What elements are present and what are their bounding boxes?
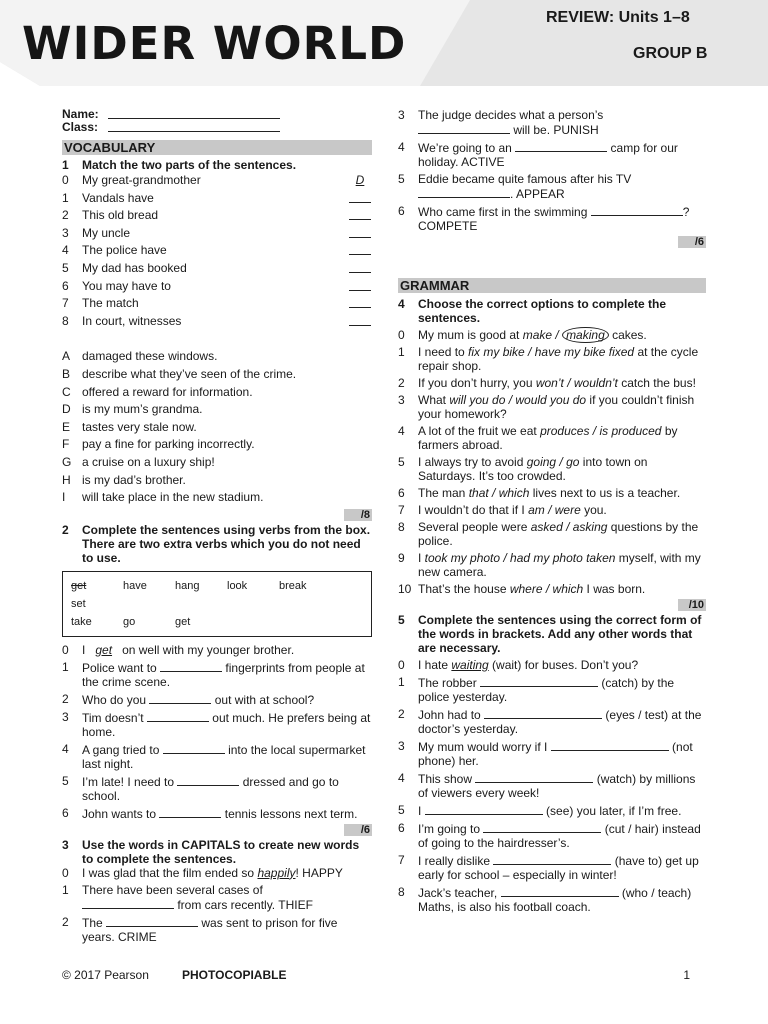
ex3-item-2: 2 The was sent to prison for five years. CRIME	[62, 914, 338, 944]
answer-blank[interactable]	[349, 295, 371, 308]
group-title: GROUP B	[633, 45, 708, 62]
answer-blank[interactable]	[349, 278, 371, 291]
sentence-end: if you couldn’t finish your homework?	[418, 393, 695, 421]
options-choice: took my photo / had my photo taken	[424, 551, 616, 565]
sentence-start: Several people were	[418, 520, 531, 534]
answer-slot[interactable]	[348, 207, 372, 225]
ex1-item-1	[62, 190, 372, 208]
vocabulary-heading: VOCABULARY	[62, 140, 372, 155]
item-number: 0	[62, 173, 69, 187]
item-number: 3	[62, 225, 69, 240]
item-pre: I’m late! I need to	[82, 774, 175, 789]
ex4-item-8	[398, 520, 706, 548]
option-text: offered a reward for information.	[82, 384, 253, 399]
ex2-item-3	[62, 710, 372, 739]
options-choice: am / were	[528, 503, 581, 517]
item-text: This old bread	[82, 208, 159, 223]
answer-blank[interactable]	[349, 313, 371, 326]
sentence-end: at the cycle repair shop.	[418, 345, 699, 373]
item-number: 8	[398, 885, 405, 899]
option-text: damaged these windows.	[82, 349, 218, 364]
item-number: 7	[62, 296, 69, 311]
answer-slot[interactable]	[348, 242, 372, 260]
item-text	[82, 806, 372, 821]
item-text	[418, 376, 706, 390]
option-letter: A	[62, 349, 71, 364]
ex3-item-1: 1 There have been several cases of from cars recently. THIEF	[62, 882, 313, 912]
item-pre: The robber	[418, 676, 477, 690]
ex1-item-4	[62, 242, 372, 260]
item-text: You may have to	[82, 278, 171, 293]
wider-world-logo: WIDER WORLD	[22, 17, 407, 70]
ex1-item-2	[62, 207, 372, 225]
option-text: describe what they’ve seen of the crime.	[82, 366, 297, 381]
ex1-option-B	[62, 366, 372, 384]
answer-blank[interactable]	[475, 771, 593, 783]
item-number: 8	[398, 520, 405, 534]
item-text: The police have	[82, 243, 167, 258]
item-post: (cut / hair) instead of going to the hairdresser’s.	[418, 822, 701, 850]
ex1-option-A	[62, 348, 372, 366]
box-verb: go	[123, 615, 136, 628]
class-line[interactable]	[108, 131, 280, 132]
item-pre: I	[418, 804, 422, 818]
answer-blank[interactable]	[483, 821, 601, 833]
ex1-item-3	[62, 225, 372, 243]
ex4-item-10	[398, 582, 706, 596]
sentence-end: I was born.	[583, 582, 646, 596]
item-pre: A gang tried to	[82, 742, 160, 757]
item-pre: My mum would worry if I	[418, 740, 548, 754]
item-number: 4	[398, 424, 405, 438]
ex3-score: /6	[398, 236, 706, 248]
item-text	[82, 774, 372, 803]
options-choice: will you do / would you do	[449, 393, 587, 407]
item-number: 9	[398, 551, 405, 565]
option-text: pay a fine for parking incorrectly.	[82, 437, 255, 452]
item-number: 7	[398, 853, 405, 867]
item-text	[418, 771, 706, 800]
options-choice: going / go	[526, 455, 580, 469]
ex2-instruction: 2 Complete the sentences using verbs from the box. There are two extra verbs which you do not need to use.	[62, 522, 371, 565]
ex3-item-0: 0 I was glad that the film ended so happily! HAPPY	[62, 865, 343, 880]
options-choice: won’t / wouldn’t	[535, 376, 618, 390]
box-verb: break	[279, 579, 307, 592]
sentence-start: I always try to avoid	[418, 455, 527, 469]
ex1-option-C	[62, 384, 372, 402]
item-text: My uncle	[82, 225, 131, 240]
answer-blank[interactable]	[82, 897, 174, 909]
item-number: 8	[62, 313, 69, 328]
box-verb: look	[227, 579, 248, 592]
option-letter: I	[62, 490, 66, 505]
ex1-option-D	[62, 401, 372, 419]
item-text	[418, 803, 706, 818]
item-post: (have to) get up early for school – especially in winter!	[418, 854, 699, 882]
item-pre: This show	[418, 772, 473, 786]
options-choice: produces / is produced	[540, 424, 662, 438]
box-verb: set	[71, 597, 86, 610]
left-column	[62, 108, 372, 947]
answer-blank[interactable]	[159, 806, 221, 818]
ex5-item-2	[398, 707, 706, 736]
item-post: fingerprints from people at the crime scene.	[82, 660, 365, 689]
item-number: 3	[62, 709, 69, 724]
ex2-score: /6	[62, 824, 372, 836]
item-text	[418, 455, 706, 483]
ex3-item-3: 3 The judge decides what a person’s will be. PUNISH	[398, 108, 604, 137]
ex4-item-0	[398, 328, 706, 342]
item-post: (catch) by the police yesterday.	[418, 676, 675, 704]
ex5-item-3	[398, 739, 706, 768]
ex1-option-E	[62, 419, 372, 437]
sentence-start: What	[418, 393, 450, 407]
photocopiable-label: PHOTOCOPIABLE	[182, 968, 287, 982]
item-pre: John wants to	[82, 806, 157, 821]
item-post: into the local supermarket last night.	[82, 742, 366, 771]
answer-blank[interactable]	[349, 190, 371, 203]
sentence-start: That’s the house	[418, 582, 510, 596]
answer-blank[interactable]	[480, 675, 598, 687]
ex5-item-6	[398, 821, 706, 850]
answer-slot[interactable]	[348, 190, 372, 208]
sentence-start: The man	[418, 486, 469, 500]
name-field[interactable]: Name:	[62, 108, 372, 121]
item-text	[418, 345, 706, 373]
item-text	[418, 582, 706, 596]
answer-blank[interactable]	[349, 207, 371, 220]
ex1-options	[62, 348, 372, 506]
sentence-start: My mum is good at	[418, 328, 523, 342]
item-text	[418, 675, 706, 704]
answer-blank[interactable]	[551, 739, 669, 751]
option-text: is my mum’s grandma.	[82, 402, 203, 417]
item-number: 5	[62, 773, 69, 788]
item-number: 1	[398, 675, 405, 689]
item-number: 1	[62, 190, 69, 205]
box-verb: get	[175, 615, 191, 628]
item-number: 10	[398, 582, 412, 596]
answer-blank[interactable]	[418, 186, 510, 198]
ex1-option-H	[62, 472, 372, 490]
item-text	[418, 328, 706, 342]
options-choice: that / which	[468, 486, 530, 500]
sentence-end: you.	[580, 503, 607, 517]
options-choice: make /	[522, 328, 563, 342]
option-letter: G	[62, 454, 72, 469]
answer-blank[interactable]	[501, 885, 619, 897]
option-text: tastes very stale now.	[82, 419, 197, 434]
item-number: 2	[398, 707, 405, 721]
verb-box	[62, 571, 372, 637]
item-post: (eyes / test) at the doctor’s yesterday.	[418, 708, 702, 736]
item-number: 4	[62, 741, 69, 756]
item-text	[418, 885, 706, 914]
box-verb: have	[123, 579, 147, 592]
item-text	[418, 424, 706, 452]
circled-answer: making	[562, 327, 609, 343]
grammar-heading: GRAMMAR	[398, 278, 706, 293]
item-number: 6	[62, 805, 69, 820]
option-text: a cruise on a luxury ship!	[82, 454, 215, 469]
item-text	[418, 551, 706, 579]
item-pre: I’m going to	[418, 822, 481, 836]
review-title: REVIEW: Units 1–8	[546, 9, 690, 26]
sentence-start: A lot of the fruit we eat	[418, 424, 541, 438]
item-text	[82, 742, 372, 771]
sentence-start: If you don’t hurry, you	[418, 376, 536, 390]
item-post: out with at school?	[214, 692, 315, 707]
option-letter: B	[62, 366, 71, 381]
item-post: (not phone) her.	[418, 740, 693, 768]
answer-blank[interactable]	[147, 710, 209, 722]
ex4-score: /10	[398, 599, 706, 611]
item-text: The match	[82, 296, 139, 311]
ex4-instruction: 4 Choose the correct options to complete the sentences.	[398, 297, 667, 325]
item-number: 2	[62, 208, 69, 223]
ex2-item-5	[62, 774, 372, 803]
copyright: © 2017 Pearson	[62, 968, 149, 982]
item-number: 5	[398, 455, 405, 469]
item-number: 3	[398, 393, 405, 407]
answer-blank[interactable]	[106, 915, 198, 927]
answer-blank[interactable]	[493, 853, 611, 865]
item-text: Vandals have	[82, 190, 154, 205]
ex1-item-0	[62, 172, 372, 190]
item-text	[418, 503, 706, 517]
item-text: In court, witnesses	[82, 313, 182, 328]
item-number: 0	[398, 328, 405, 342]
item-text	[82, 660, 372, 689]
answer-blank[interactable]	[349, 225, 371, 238]
page-number: 1	[683, 968, 690, 982]
answer-slot[interactable]	[348, 172, 372, 190]
sentence-start: I need to	[418, 345, 469, 359]
ex3-item-4: 4 We’re going to an camp for our holiday. ACTIVE	[398, 140, 678, 169]
item-text	[418, 853, 706, 882]
ex1-items	[62, 172, 372, 330]
ex4-item-9	[398, 551, 706, 579]
item-number: 5	[62, 260, 69, 275]
ex4-item-4	[398, 424, 706, 452]
answer-slot[interactable]	[348, 260, 372, 278]
answer-blank[interactable]	[177, 774, 239, 786]
ex2-item-2	[62, 692, 372, 707]
ex4-item-6	[398, 486, 706, 500]
box-verb: hang	[175, 579, 200, 592]
options-choice: asked / asking	[530, 520, 608, 534]
ex1-option-G	[62, 454, 372, 472]
ex3-item-5: 5 Eddie became quite famous after his TV . APPEAR	[398, 172, 632, 201]
ex5-item-4	[398, 771, 706, 800]
ex2-example-answer: get	[95, 642, 113, 657]
item-text	[418, 821, 706, 850]
sentence-end: catch the bus!	[617, 376, 696, 390]
item-pre: John had to	[418, 708, 481, 722]
sentence-end: cakes.	[608, 328, 647, 342]
item-text	[418, 739, 706, 768]
item-post: dressed and go to school.	[82, 774, 339, 803]
ex4-item-2	[398, 376, 706, 390]
name-line[interactable]	[108, 118, 280, 119]
ex4-item-1	[398, 345, 706, 373]
ex5-item-1	[398, 675, 706, 704]
item-number: 3	[398, 739, 405, 753]
ex5-item-5	[398, 803, 706, 818]
ex1-score: /8	[62, 509, 372, 521]
ex1-item-5	[62, 260, 372, 278]
ex2-item-0: 0 I get on well with my younger brother.	[62, 642, 295, 657]
ex5-item-8	[398, 885, 706, 914]
option-letter: E	[62, 419, 71, 434]
answer-slot[interactable]	[348, 225, 372, 243]
ex1-item-7	[62, 295, 372, 313]
answer-slot[interactable]	[348, 313, 372, 331]
options-choice: where / which	[509, 582, 584, 596]
item-text	[82, 710, 372, 739]
item-number: 4	[398, 771, 405, 785]
right-column	[398, 108, 706, 917]
answer-slot[interactable]	[348, 295, 372, 313]
sentence-start: I	[418, 551, 425, 565]
item-number: 5	[398, 803, 405, 817]
ex1-item-8	[62, 313, 372, 331]
item-pre: Who do you	[82, 692, 147, 707]
item-post: (watch) by millions of viewers every week!	[418, 772, 696, 800]
item-text	[418, 393, 706, 421]
ex5-instruction: 5 Complete the sentences using the correct form of the words in brackets. Add any other words that are necessary.	[398, 613, 702, 655]
item-text: My dad has booked	[82, 260, 187, 275]
answer-blank[interactable]	[160, 660, 222, 672]
item-pre: Police want to	[82, 660, 157, 675]
sentence-end: by farmers abroad.	[418, 424, 678, 452]
item-number: 6	[398, 821, 405, 835]
item-pre: I really dislike	[418, 854, 491, 868]
ex4-item-7	[398, 503, 706, 517]
item-text: My great-grandmother	[82, 173, 201, 187]
box-verb: get	[71, 579, 87, 592]
ex2-item-6	[62, 806, 372, 821]
item-post: out much. He prefers being at home.	[82, 710, 371, 739]
ex5-item-7	[398, 853, 706, 882]
item-post: (see) you later, if I’m free.	[546, 804, 682, 818]
answer-blank[interactable]	[425, 803, 543, 815]
item-number: 4	[62, 243, 69, 258]
answer-blank[interactable]	[418, 122, 510, 134]
item-text	[418, 707, 706, 736]
sentence-start: I wouldn’t do that if I	[418, 503, 529, 517]
answer-blank[interactable]	[349, 260, 371, 273]
item-post: tennis lessons next term.	[224, 806, 358, 821]
answer-blank[interactable]	[515, 140, 607, 152]
ex3-instruction: 3 Use the words in CAPITALS to create new words to complete the sentences.	[62, 837, 360, 866]
item-post: (who / teach) Maths, is also his football coach.	[418, 886, 692, 914]
sentence-end: lives next to us is a teacher.	[529, 486, 681, 500]
ex4-item-3	[398, 393, 706, 421]
answer-blank[interactable]	[484, 707, 602, 719]
answer-slot[interactable]	[348, 278, 372, 296]
answer-blank[interactable]	[163, 742, 225, 754]
option-letter: C	[62, 384, 71, 399]
ex2-item-4	[62, 742, 372, 771]
option-letter: D	[62, 402, 71, 417]
item-pre: Tim doesn’t	[82, 710, 144, 725]
option-letter: F	[62, 437, 70, 452]
item-number: 1	[398, 345, 405, 359]
example-answer: D	[355, 173, 365, 187]
ex5-item-0: 0 I hate waiting (wait) for buses. Don’t you?	[398, 658, 639, 672]
ex1-option-F	[62, 436, 372, 454]
sentence-end: myself, with my new camera.	[418, 551, 701, 579]
item-number: 7	[398, 503, 405, 517]
item-pre: Jack’s teacher,	[418, 886, 498, 900]
ex4-item-5	[398, 455, 706, 483]
option-text: will take place in the new stadium.	[82, 490, 264, 505]
answer-blank[interactable]	[349, 242, 371, 255]
item-text	[418, 520, 706, 548]
item-text	[82, 692, 372, 707]
ex3-item-6: 6 Who came first in the swimming ? COMPETE	[398, 204, 690, 233]
option-letter: H	[62, 472, 71, 487]
options-choice: fix my bike / have my bike fixed	[468, 345, 635, 359]
class-field[interactable]: Class:	[62, 121, 372, 134]
item-number: 6	[398, 486, 405, 500]
item-number: 6	[62, 278, 69, 293]
ex1-option-I	[62, 489, 372, 507]
answer-blank[interactable]	[149, 692, 211, 704]
item-number: 2	[62, 691, 69, 706]
ex1-instruction: 1 Match the two parts of the sentences.	[62, 158, 297, 172]
ex1-item-6	[62, 278, 372, 296]
item-number: 1	[62, 659, 69, 674]
answer-blank[interactable]	[591, 204, 683, 216]
box-verb: take	[71, 615, 92, 628]
ex2-item-1	[62, 660, 372, 689]
option-text: is my dad’s brother.	[82, 472, 186, 487]
item-text	[418, 486, 706, 500]
sentence-end: questions by the police.	[418, 520, 699, 548]
item-number: 2	[398, 376, 405, 390]
sentence-end: into town on Saturdays. It’s too crowded.	[418, 455, 648, 483]
